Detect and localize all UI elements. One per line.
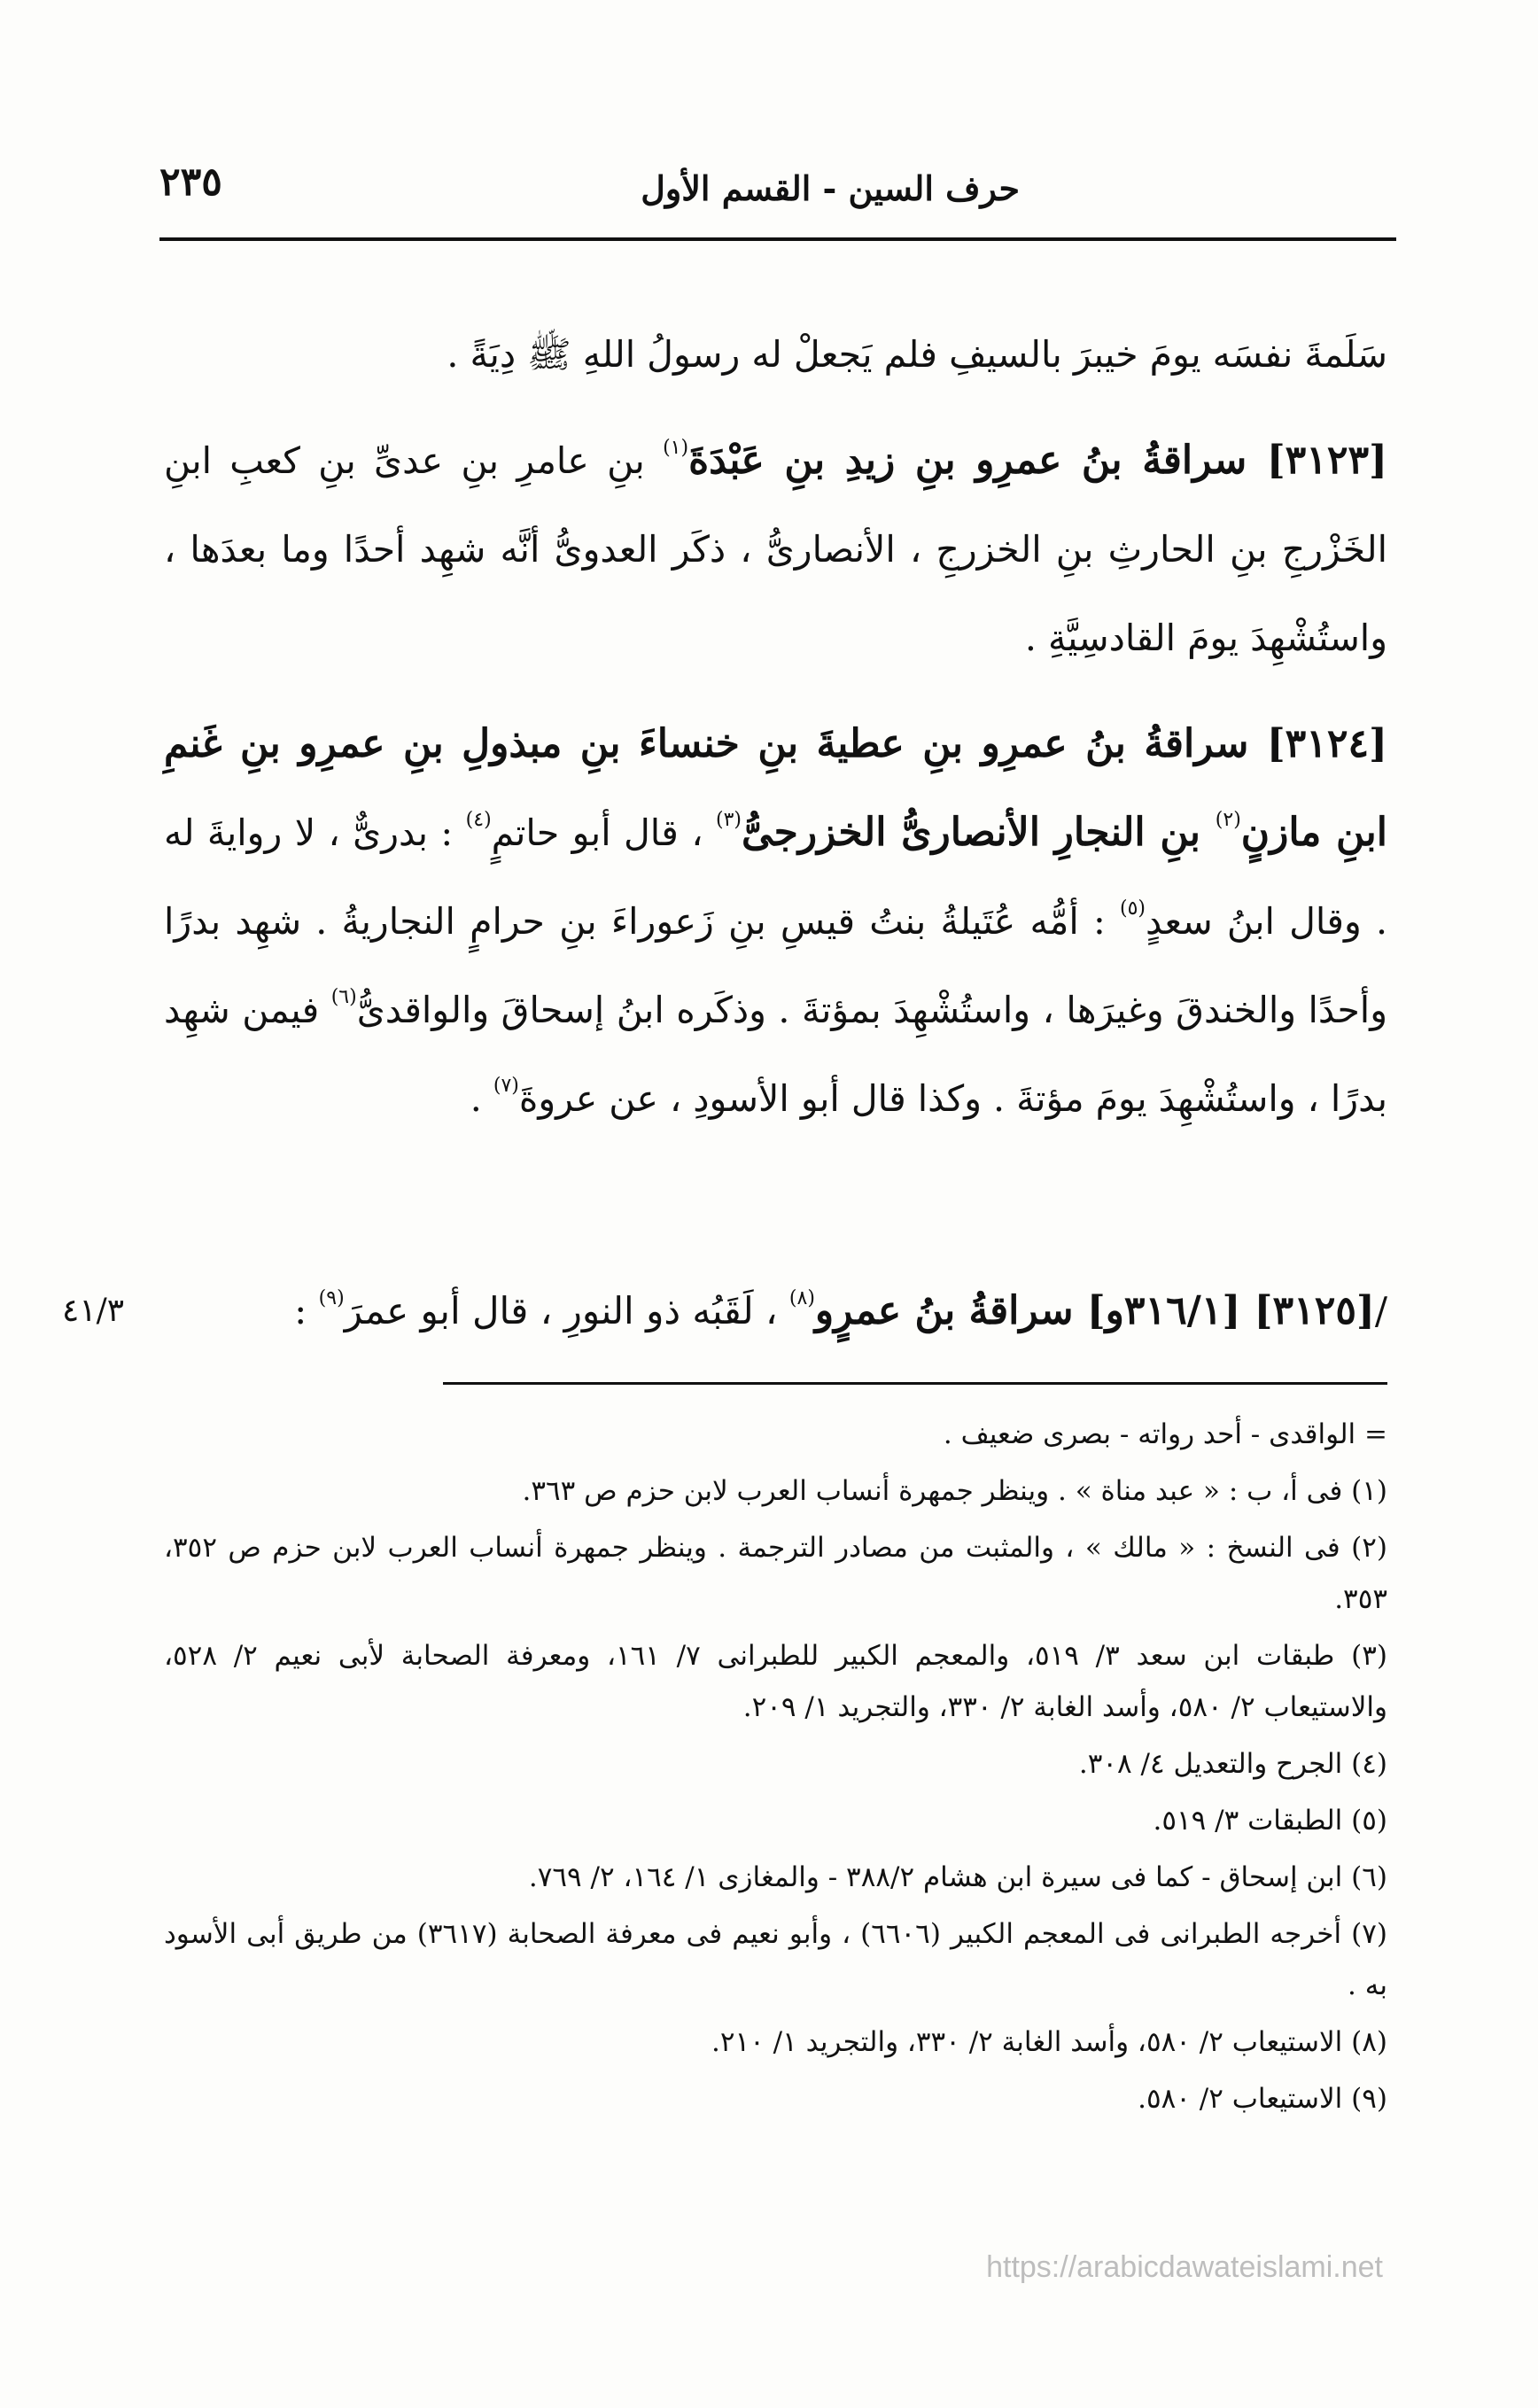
footnote-ref-9: (٩): [318, 1287, 345, 1309]
entry-3125-text-1: ، لَقَبُه ذو النورِ ، قال أبو عمرَ: [344, 1289, 789, 1332]
page-header: [159, 159, 1387, 230]
footnote-ref-6: (٦): [330, 986, 357, 1008]
main-text: [164, 310, 1387, 1143]
entry-3124: [164, 700, 1387, 1143]
footnote-2: (٢) فى النسخ : « مالك » ، والمثبت من مصادر الترجمة . وينظر جمهرة أنساب العرب لابن حزم ص ٣٥٢، ٣٥٣.: [164, 1532, 1387, 1615]
footnote-4: (٤) الجرح والتعديل ٤/ ٣٠٨.: [1078, 1748, 1387, 1780]
page-number: ٢٣٥: [159, 159, 222, 205]
footnote-ref-8: (٨): [788, 1287, 815, 1309]
header-rule: [159, 237, 1396, 241]
entry-3123-text: بنِ عامرِ بنِ عدىِّ بنِ كعبِ ابنِ الخَزْرجِ بنِ الحارثِ بنِ الخزرجِ ، الأنصارىُّ ، ذكَر العدوىُّ أنَّه شهِد أحدًا وما بعدَها ، واستُشْهِدَ يومَ القادسِيَّةِ .: [164, 439, 1387, 659]
footnote-7: (٧) أخرجه الطبرانى فى المعجم الكبير (٦٦٠٦) ، وأبو نعيم فى معرفة الصحابة (٣٦١٧) من طريق أبى الأسود به .: [164, 1918, 1387, 2001]
watermark-url: https://arabicdawateislami.net: [986, 2250, 1383, 2284]
entry-3125-heading: [٣١٢٥] [٣١٦/١و] سراقةُ بنُ عمرٍو: [814, 1288, 1375, 1333]
entry-3125-text-2: :: [294, 1289, 319, 1332]
footnote-ref-2: (٢): [1215, 809, 1241, 831]
footnote-3: (٣) طبقات ابن سعد ٣/ ٥١٩، والمعجم الكبير للطبرانى ٧/ ١٦١، ومعرفة الصحابة لأبى نعيم ٢/ ٥٢٨، والاستيعاب ٢/ ٥٨٠، وأسد الغابة ٢/ ٣٣٠، والتجريد ١/ ٢٠٩.: [164, 1640, 1387, 1723]
page-title: حرف السين - القسم الأول: [641, 168, 1020, 208]
footnote-8: (٨) الاستيعاب ٢/ ٥٨٠، وأسد الغابة ٢/ ٣٣٠، والتجريد ١/ ٢١٠.: [711, 2026, 1387, 2058]
entry-3125-line: [294, 1276, 1387, 1347]
margin-volume-ref: ٤١/٣: [62, 1293, 125, 1329]
page-break-slash: /: [1374, 1289, 1387, 1332]
footnote-9: (٩) الاستيعاب ٢/ ٥٨٠.: [1138, 2083, 1387, 2115]
entry-3124-heading: [٣١٢٤] سراقةُ بنُ عمرِو بنِ عطيةَ بنِ خنساءَ بنِ مبذولِ بنِ عمرِو بنِ غَنمِ ابنِ مازنٍ: [164, 721, 1387, 855]
footnote-continued: = الواقدى - أحد رواته - بصرى ضعيف .: [943, 1418, 1387, 1450]
intro-paragraph: سَلَمةَ نفسَه يومَ خيبرَ بالسيفِ فلم يَجعلْ له رسولُ اللهِ ﷺ دِيَةً .: [447, 333, 1387, 376]
footnote-ref-1: (١): [663, 437, 689, 459]
entry-3124-text-2: : بدرىٌّ ، لا روايةَ له . وقال ابنُ سعدٍ: [164, 812, 1387, 943]
footnote-ref-7: (٧): [493, 1075, 519, 1097]
entry-3124-text-3: : أمُّه عُتَيلةُ بنتُ قيسِ بنِ زَعوراءَ بنِ حرامٍ النجاريةُ . شهِد بدرًا وأحدًا والخندقَ وغيرَها ، واستُشْهِدَ بمؤتةَ . وذكَره ابنُ إسحاقَ والواقدىُّ: [164, 900, 1387, 1031]
entry-3124-text-1: ، قال أبو حاتمٍ: [491, 812, 716, 854]
entry-3124-heading-2: بنِ النجارِ الأنصارىُّ الخزرجىُّ: [741, 810, 1216, 855]
entry-3124-text-4: فيمن شهِد بدرًا ، واستُشْهِدَ يومَ مؤتةَ . وكذا قال أبو الأسودِ ، عن عروةَ: [164, 989, 1387, 1120]
footnote-5: (٥) الطبقات ٣/ ٥١٩.: [1153, 1805, 1387, 1837]
footnote-ref-5: (٥): [1120, 897, 1146, 920]
footnote-6: (٦) ابن إسحاق - كما فى سيرة ابن هشام ٣٨٨/٢ - والمغازى ١/ ١٦٤، ٢/ ٧٦٩.: [528, 1861, 1387, 1893]
footnote-rule: [443, 1382, 1387, 1385]
footnote-ref-3: (٣): [715, 809, 742, 831]
entry-3123: [164, 416, 1387, 682]
footnote-ref-4: (٤): [465, 809, 492, 831]
footnotes: [164, 1409, 1387, 2130]
entry-3123-heading: [٣١٢٣] سراقةُ بنُ عمرِو بنِ زيدِ بنِ عَبْدَةَ: [688, 438, 1387, 483]
footnote-1: (١) فى أ، ب : « عبد مناة » . وينظر جمهرة أنساب العرب لابن حزم ص ٣٦٣.: [522, 1475, 1387, 1507]
entry-3124-text-5: .: [470, 1077, 493, 1120]
